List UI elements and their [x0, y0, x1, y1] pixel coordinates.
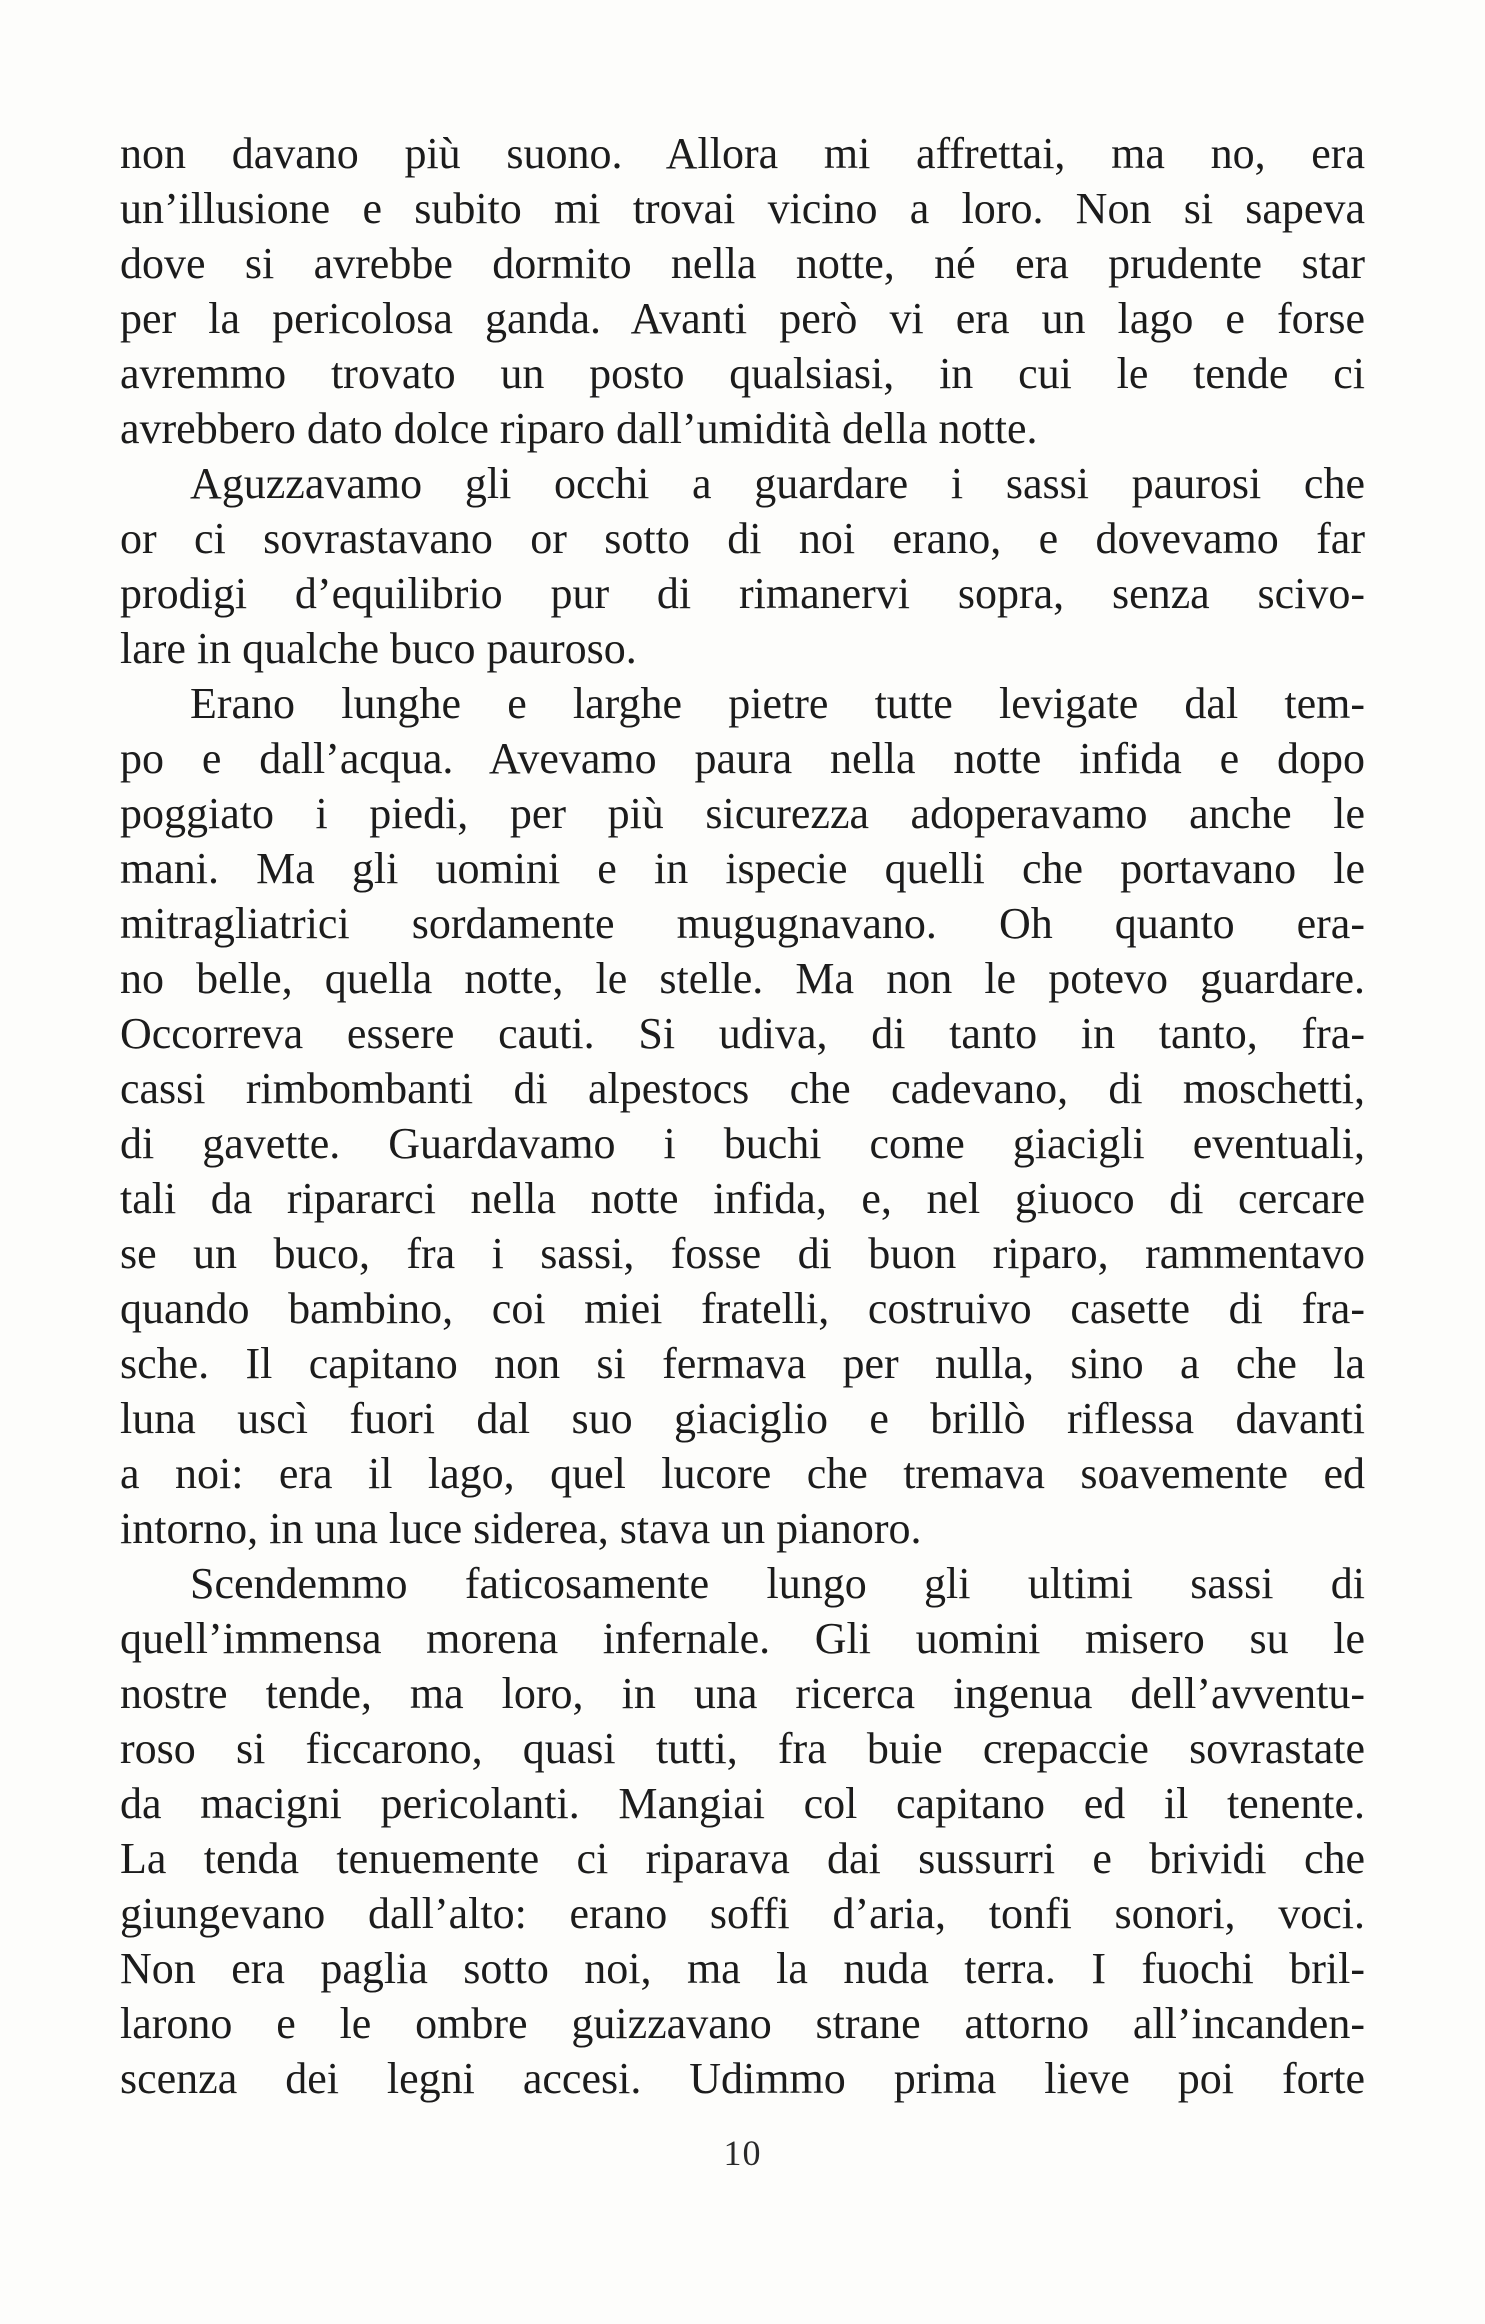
text-line: mitragliatrici sordamente mugugnavano. Oh quanto era- — [120, 899, 1365, 948]
text-line: non davano più suono. Allora mi affrettai, ma no, era — [120, 129, 1365, 178]
text-line: quell’immensa morena infernale. Gli uomini misero su le — [120, 1614, 1365, 1663]
text-line: luna uscì fuori dal suo giaciglio e brillò riflessa davanti — [120, 1394, 1365, 1443]
text-line: avremmo trovato un posto qualsiasi, in cui le tende ci — [120, 349, 1365, 398]
text-line: poggiato i piedi, per più sicurezza adoperavamo anche le — [120, 789, 1365, 838]
text-line: da macigni pericolanti. Mangiai col capitano ed il tenente. — [120, 1779, 1365, 1828]
text-line: cassi rimbombanti di alpestocs che cadevano, di moschetti, — [120, 1064, 1365, 1113]
text-line: quando bambino, coi miei fratelli, costruivo casette di fra- — [120, 1284, 1365, 1333]
text-line: per la pericolosa ganda. Avanti però vi era un lago e forse — [120, 294, 1365, 343]
text-line: intorno, in una luce siderea, stava un pianoro. — [120, 1504, 922, 1553]
text-line: prodigi d’equilibrio pur di rimanervi sopra, senza scivo- — [120, 569, 1365, 618]
text-line: a noi: era il lago, quel lucore che tremava soavemente ed — [120, 1449, 1365, 1498]
text-line: Occorreva essere cauti. Si udiva, di tanto in tanto, fra- — [120, 1009, 1365, 1058]
text-line: nostre tende, ma loro, in una ricerca ingenua dell’avventu- — [120, 1669, 1365, 1718]
text-line: Aguzzavamo gli occhi a guardare i sassi paurosi che — [190, 459, 1365, 508]
body-text — [120, 126, 1365, 2106]
text-line: no belle, quella notte, le stelle. Ma non le potevo guardare. — [120, 954, 1365, 1003]
text-line: di gavette. Guardavamo i buchi come giacigli eventuali, — [120, 1119, 1365, 1168]
text-line: tali da ripararci nella notte infida, e, nel giuoco di cercare — [120, 1174, 1365, 1223]
text-line: scenza dei legni accesi. Udimmo prima lieve poi forte — [120, 2054, 1365, 2103]
text-line: roso si ficcarono, quasi tutti, fra buie crepaccie sovrastate — [120, 1724, 1365, 1773]
text-line: Erano lunghe e larghe pietre tutte levigate dal tem- — [190, 679, 1365, 728]
text-line: Scendemmo faticosamente lungo gli ultimi sassi di — [190, 1559, 1365, 1608]
page-number: 10 — [723, 2133, 762, 2173]
text-line: po e dall’acqua. Avevamo paura nella notte infida e dopo — [120, 734, 1365, 783]
text-line: La tenda tenuemente ci riparava dai sussurri e brividi che — [120, 1834, 1365, 1883]
text-line: or ci sovrastavano or sotto di noi erano, e dovevamo far — [120, 514, 1365, 563]
text-line: dove si avrebbe dormito nella notte, né era prudente star — [120, 239, 1365, 288]
text-line: avrebbero dato dolce riparo dall’umidità della notte. — [120, 404, 1038, 453]
text-line: se un buco, fra i sassi, fosse di buon riparo, rammentavo — [120, 1229, 1365, 1278]
text-line: giungevano dall’alto: erano soffi d’aria, tonfi sonori, voci. — [120, 1889, 1365, 1938]
text-line: sche. Il capitano non si fermava per nulla, sino a che la — [120, 1339, 1365, 1388]
text-line: larono e le ombre guizzavano strane attorno all’incanden- — [120, 1999, 1365, 2048]
text-line: Non era paglia sotto noi, ma la nuda terra. I fuochi bril- — [120, 1944, 1365, 1993]
text-line: un’illusione e subito mi trovai vicino a loro. Non si sapeva — [120, 184, 1365, 233]
text-line: mani. Ma gli uomini e in ispecie quelli che portavano le — [120, 844, 1365, 893]
text-line: lare in qualche buco pauroso. — [120, 624, 637, 673]
